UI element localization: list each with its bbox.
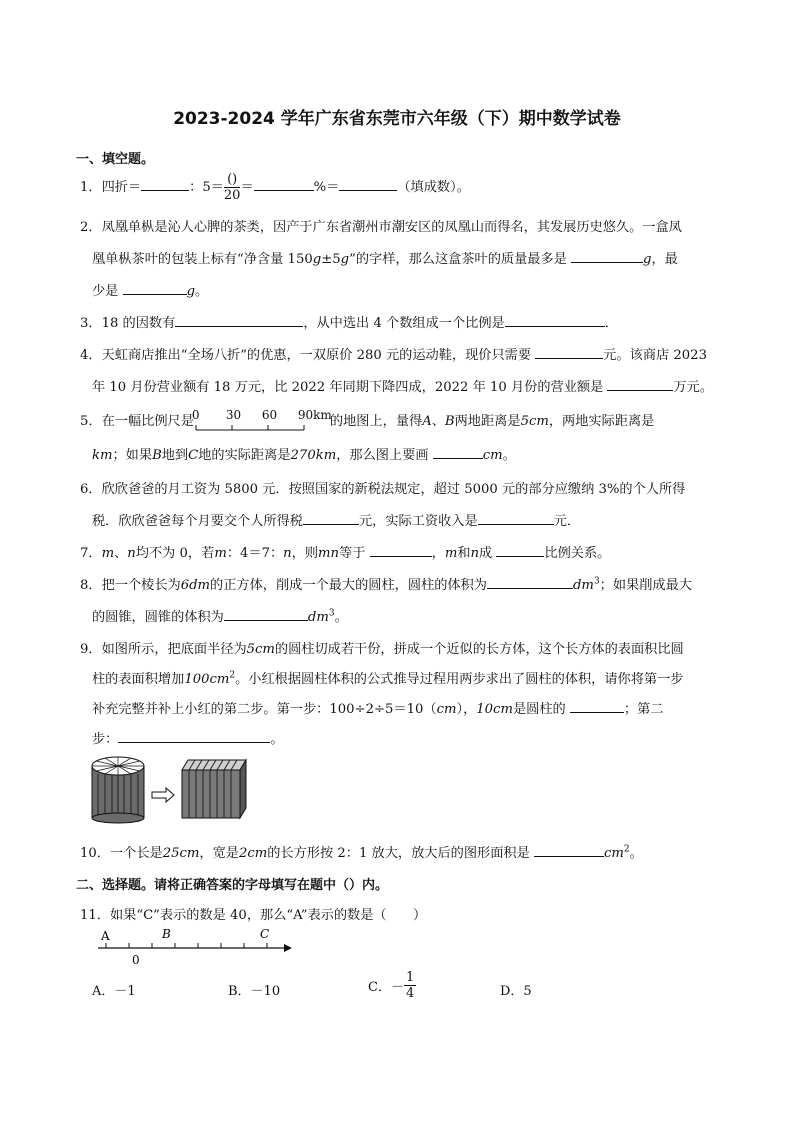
- fraction: $\frac{1}{4}$: [405, 970, 415, 1001]
- option-d[interactable]: D．5: [500, 984, 532, 999]
- answer-blank[interactable]: [607, 378, 673, 391]
- answer-blank[interactable]: [254, 178, 314, 191]
- question-2-line-3: 少是 g。: [92, 284, 209, 299]
- question-2-line-2: 凰单枞茶叶的包装上标有“净含量 150g±5g”的字样，那么这盒茶叶的质量最多是 g，最: [92, 252, 678, 267]
- answer-blank[interactable]: [487, 576, 573, 589]
- number-line: [92, 926, 296, 970]
- question-9-line-1: 9．如图所示，把底面半径为5cm的圆柱切成若干份，拼成一个近似的长方体，这个长方体的表面积比圆: [80, 642, 684, 657]
- map-scale-bar: 0 30 60 90km: [191, 407, 332, 422]
- answer-blank[interactable]: [571, 250, 643, 263]
- question-8-line-1: 8．把一个棱长为6dm的正方体，削成一个最大的圆柱，圆柱的体积为 $dm^3$；如果削成最大: [80, 576, 692, 593]
- answer-blank[interactable]: [175, 314, 303, 327]
- question-4-line-1: 4．天虹商店推出“全场八折”的优惠，一双原价 280 元的运动鞋，现价只需要 元。该商店 2023: [80, 348, 707, 363]
- answer-blank[interactable]: [370, 544, 432, 557]
- answer-blank[interactable]: [505, 314, 605, 327]
- answer-blank[interactable]: [433, 446, 483, 459]
- answer-blank[interactable]: [535, 346, 603, 359]
- question-5-line-1: 5．在一幅比例尺是 0 30 60 90km 的地图上，量得A、B两地距离是5cm，两地实际距离是: [80, 410, 654, 432]
- question-9-line-3: 补充完整并补上小红的第二步。第一步：100÷2÷5＝10（cm），10cm是圆柱的 ；第二: [92, 702, 664, 717]
- fraction: $\frac{()}{20}$: [223, 172, 241, 203]
- option-a[interactable]: A．－1: [92, 984, 136, 999]
- answer-blank[interactable]: [224, 608, 308, 621]
- question-11-stem: 11．如果“C”表示的数是 40，那么“A”表示的数是（ ）: [80, 908, 427, 923]
- question-8-line-2: 的圆锥，圆锥的体积为 $dm^3$。: [92, 608, 348, 625]
- question-6-line-1: 6．欣欣爸爸的月工资为 5800 元．按照国家的新税法规定，超过 5000 元的部分应缴纳 3%的个人所得: [80, 482, 686, 497]
- point-label-b: B: [162, 927, 171, 941]
- question-5-line-2: km；如果B地到C地的实际距离是270km，那么图上要画 cm。: [92, 448, 516, 463]
- page-title: 2023-2024 学年广东省东莞市六年级（下）期中数学试卷: [173, 109, 621, 129]
- point-label-c: C: [260, 927, 270, 941]
- arrow-head-icon: [284, 944, 292, 952]
- cuboid-icon: [182, 760, 246, 818]
- answer-blank[interactable]: [570, 700, 624, 713]
- question-6-line-2: 税．欣欣爸爸每个月要交个人所得税 元，实际工资收入是 元．: [92, 514, 581, 529]
- sliced-cylinder-icon: [92, 757, 144, 823]
- answer-blank[interactable]: [339, 178, 397, 191]
- cylinder-to-cuboid-figure: [88, 752, 258, 824]
- right-arrow-icon: [152, 788, 174, 802]
- answer-blank[interactable]: [123, 282, 187, 295]
- answer-blank[interactable]: [141, 178, 189, 191]
- origin-label: 0: [132, 953, 140, 967]
- option-b[interactable]: B．－10: [228, 984, 281, 999]
- question-2-line-1: 2．凤凰单枞是沁人心脾的茶类，因产于广东省潮州市潮安区的凤凰山而得名，其发展历史悠久。一盒凤: [80, 220, 682, 235]
- question-9-line-2: 柱的表面积增加$100cm^2$。小红根据圆柱体积的公式推导过程用两步求出了圆柱的体积，请你将第一步: [92, 670, 684, 687]
- question-9-line-4: 步： 。: [92, 732, 284, 747]
- answer-blank[interactable]: [303, 512, 359, 525]
- answer-blank[interactable]: [534, 844, 604, 857]
- question-7: 7．m、n均不为 0，若m：4＝7：n，则mn等于 ，m和n成 比例关系。: [80, 546, 611, 561]
- answer-blank[interactable]: [478, 512, 554, 525]
- section-heading-fill: 一、填空题。: [76, 152, 155, 167]
- answer-blank[interactable]: [496, 544, 544, 557]
- section-heading-choice: 二、选择题。请将正确答案的字母填写在题中（）内。: [76, 878, 389, 893]
- point-label-a: A: [101, 929, 110, 943]
- answer-blank[interactable]: [118, 730, 270, 743]
- question-3: 3．18 的因数有 ，从中选出 4 个数组成一个比例是 ．: [80, 316, 618, 331]
- option-c[interactable]: C．－ $\frac{1}{4}$: [368, 970, 415, 1001]
- question-10: 10．一个长是25cm，宽是2cm的长方形按 2：1 放大，放大后的图形面积是 $cm^2$。: [80, 844, 643, 861]
- question-1: 1．四折＝ ：5＝ $\frac{()}{20}$ ＝ %＝ （填成数）。: [80, 172, 470, 203]
- question-4-line-2: 年 10 月份营业额有 18 万元，比 2022 年同期下降四成，2022 年 10 月份的营业额是 万元。: [92, 380, 714, 395]
